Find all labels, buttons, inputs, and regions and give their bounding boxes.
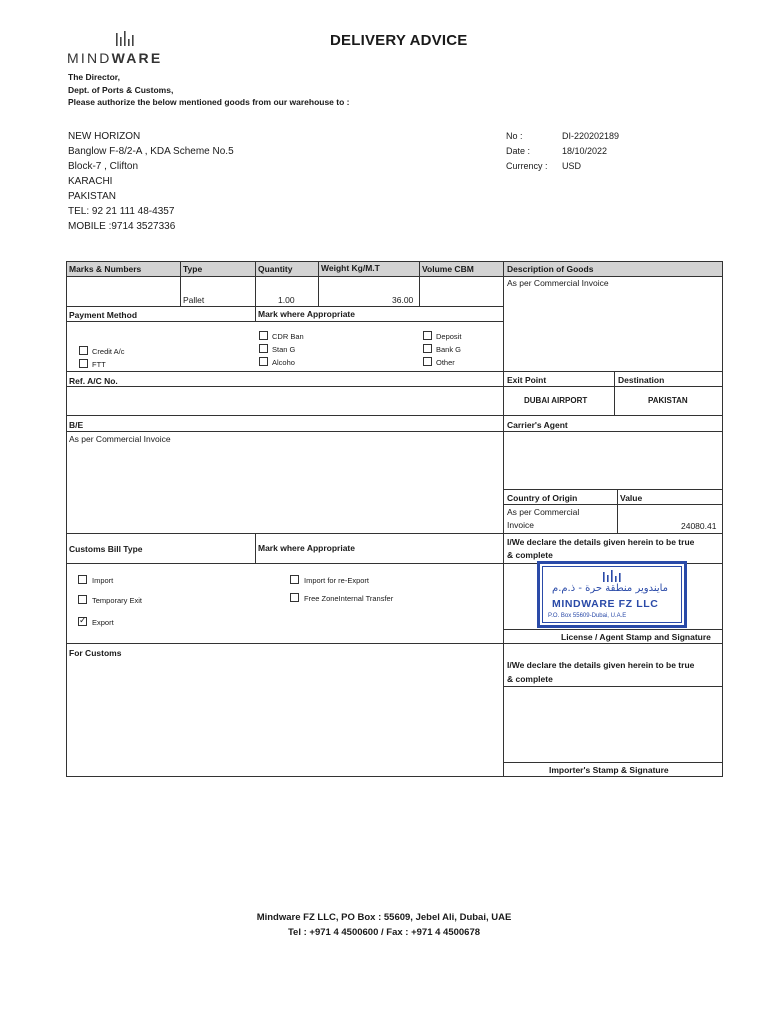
rule (66, 643, 723, 644)
stamp-arabic-text: مايندوير منطقة حرة - ذ.م.م (552, 583, 669, 594)
customer-address (68, 129, 234, 234)
import-label: Import (92, 576, 114, 585)
rule (66, 261, 67, 777)
document-title: DELIVERY ADVICE (330, 32, 468, 49)
mindware-logo-icon (115, 31, 135, 47)
bank-label: Bank G (436, 345, 462, 354)
rule (66, 533, 723, 534)
weight-value: 36.00 (392, 295, 414, 305)
rule (504, 629, 723, 630)
currency-label: Currency : (506, 161, 548, 171)
doc-number: DI-220202189 (562, 131, 620, 141)
exit-point-label: Exit Point (507, 375, 547, 385)
declaration-line: I/We declare the details given herein to be true (507, 537, 695, 547)
rule (504, 686, 723, 687)
destination-value: PAKISTAN (648, 396, 688, 405)
rule (66, 415, 723, 416)
addressee-line: The Director, (68, 72, 120, 82)
doc-number-label: No : (506, 131, 523, 141)
date-label: Date : (506, 146, 531, 156)
footer-contact: Tel : +971 4 4500600 / Fax : +971 4 4500678 (287, 927, 481, 938)
reexport-checkbox[interactable] (290, 575, 299, 584)
rule (66, 261, 723, 262)
rule (419, 261, 420, 306)
stan-checkbox[interactable] (259, 344, 268, 353)
customer-line: TEL: 92 21 111 48-4357 (68, 206, 175, 217)
origin-value-cont: Invoice (507, 520, 534, 530)
cdr-label: CDR Ban (272, 332, 304, 341)
header-volume: Volume CBM (422, 264, 474, 274)
customer-line: Block-7 , Clifton (68, 161, 139, 172)
rule (255, 533, 256, 563)
date-value: 18/10/2022 (562, 146, 608, 156)
rule (255, 261, 256, 306)
addressee-line: Please authorize the below mentioned goods from our warehouse to : (68, 97, 350, 107)
rule (722, 261, 723, 777)
rule (66, 306, 503, 307)
free-zone-checkbox[interactable] (290, 593, 299, 602)
customer-line: PAKISTAN (68, 191, 116, 202)
declaration-line: & complete (507, 550, 553, 560)
brand-logo-text: MINDWARE (67, 50, 163, 66)
description-value: As per Commercial Invoice (507, 278, 609, 288)
payment-method-label: Payment Method (69, 310, 138, 320)
ref-ac-label: Ref. A/C No. (69, 376, 118, 386)
declaration-line: I/We declare the details given herein to be true (507, 660, 695, 670)
mark-where-label: Mark where Appropriate (258, 543, 355, 553)
destination-label: Destination (618, 375, 665, 385)
rule (66, 371, 723, 372)
temporary-exit-label: Temporary Exit (92, 596, 143, 605)
country-origin-label: Country of Origin (507, 493, 578, 503)
temporary-exit-checkbox[interactable] (78, 595, 87, 604)
rule (255, 306, 256, 321)
deposit-checkbox[interactable] (423, 331, 432, 340)
rule (66, 431, 723, 432)
free-zone-label: Free ZoneInternal Transfer (304, 594, 394, 603)
customs-bill-label: Customs Bill Type (69, 544, 143, 554)
customer-line: MOBILE :9714 3527336 (68, 221, 176, 232)
license-stamp-label: License / Agent Stamp and Signature (561, 632, 711, 642)
rule (617, 489, 618, 533)
alcoho-label: Alcoho (272, 358, 295, 367)
ftt-checkbox[interactable] (79, 359, 88, 368)
deposit-label: Deposit (436, 332, 462, 341)
stamp-logo-icon (602, 570, 622, 583)
rule (504, 504, 723, 505)
rule (66, 276, 723, 277)
stan-label: Stan G (272, 345, 296, 354)
type-value: Pallet (183, 295, 205, 305)
ftt-label: FTT (92, 360, 106, 369)
value-label: Value (620, 493, 643, 503)
other-checkbox[interactable] (423, 357, 432, 366)
cdr-checkbox[interactable] (259, 331, 268, 340)
rule (66, 386, 723, 387)
rule (504, 489, 723, 490)
origin-value: As per Commercial (507, 507, 580, 517)
company-stamp (537, 561, 687, 628)
export-checkbox[interactable] (78, 617, 87, 626)
credit-label: Credit A/c (92, 347, 125, 356)
currency-value: USD (562, 161, 582, 171)
header-weight: Weight Kg/M.T (321, 263, 380, 273)
rule (318, 261, 319, 306)
export-label: Export (92, 618, 114, 627)
stamp-company-name: MINDWARE FZ LLC (552, 598, 659, 610)
rule (66, 776, 723, 777)
reexport-label: Import for re-Export (304, 576, 370, 585)
rule (180, 261, 181, 306)
customer-line: NEW HORIZON (68, 131, 141, 142)
rule (504, 762, 723, 763)
mark-where-label: Mark where Appropriate (258, 309, 355, 319)
addressee-block (68, 71, 349, 109)
header-type: Type (183, 264, 203, 274)
document-meta (506, 129, 619, 174)
rule (66, 321, 503, 322)
rule (503, 261, 504, 777)
declaration-line: & complete (507, 674, 553, 684)
alcoho-checkbox[interactable] (259, 357, 268, 366)
header-description: Description of Goods (507, 264, 594, 274)
customer-line: KARACHI (68, 176, 113, 187)
value-amount: 24080.41 (681, 521, 717, 531)
for-customs-label: For Customs (69, 648, 122, 658)
credit-checkbox[interactable] (79, 346, 88, 355)
stamp-po-box: P.O. Box 55609-Dubai, U.A.E (548, 613, 627, 619)
exit-point-value: DUBAI AIRPORT (524, 396, 588, 405)
import-checkbox[interactable] (78, 575, 87, 584)
header-quantity: Quantity (258, 264, 293, 274)
footer-address: Mindware FZ LLC, PO Box : 55609, Jebel Ali, Dubai, UAE (256, 912, 512, 923)
addressee-line: Dept. of Ports & Customs, (68, 84, 174, 95)
bank-checkbox[interactable] (423, 344, 432, 353)
customer-line: Banglow F-8/2-A , KDA Scheme No.5 (68, 146, 234, 157)
quantity-value: 1.00 (278, 295, 295, 305)
be-value: As per Commercial Invoice (69, 434, 171, 444)
importer-stamp-label: Importer's Stamp & Signature (549, 765, 669, 775)
header-marks-numbers: Marks & Numbers (69, 264, 142, 274)
carrier-agent-label: Carrier's Agent (507, 420, 568, 430)
other-label: Other (436, 358, 455, 367)
be-label: B/E (69, 420, 84, 430)
rule (614, 371, 615, 415)
